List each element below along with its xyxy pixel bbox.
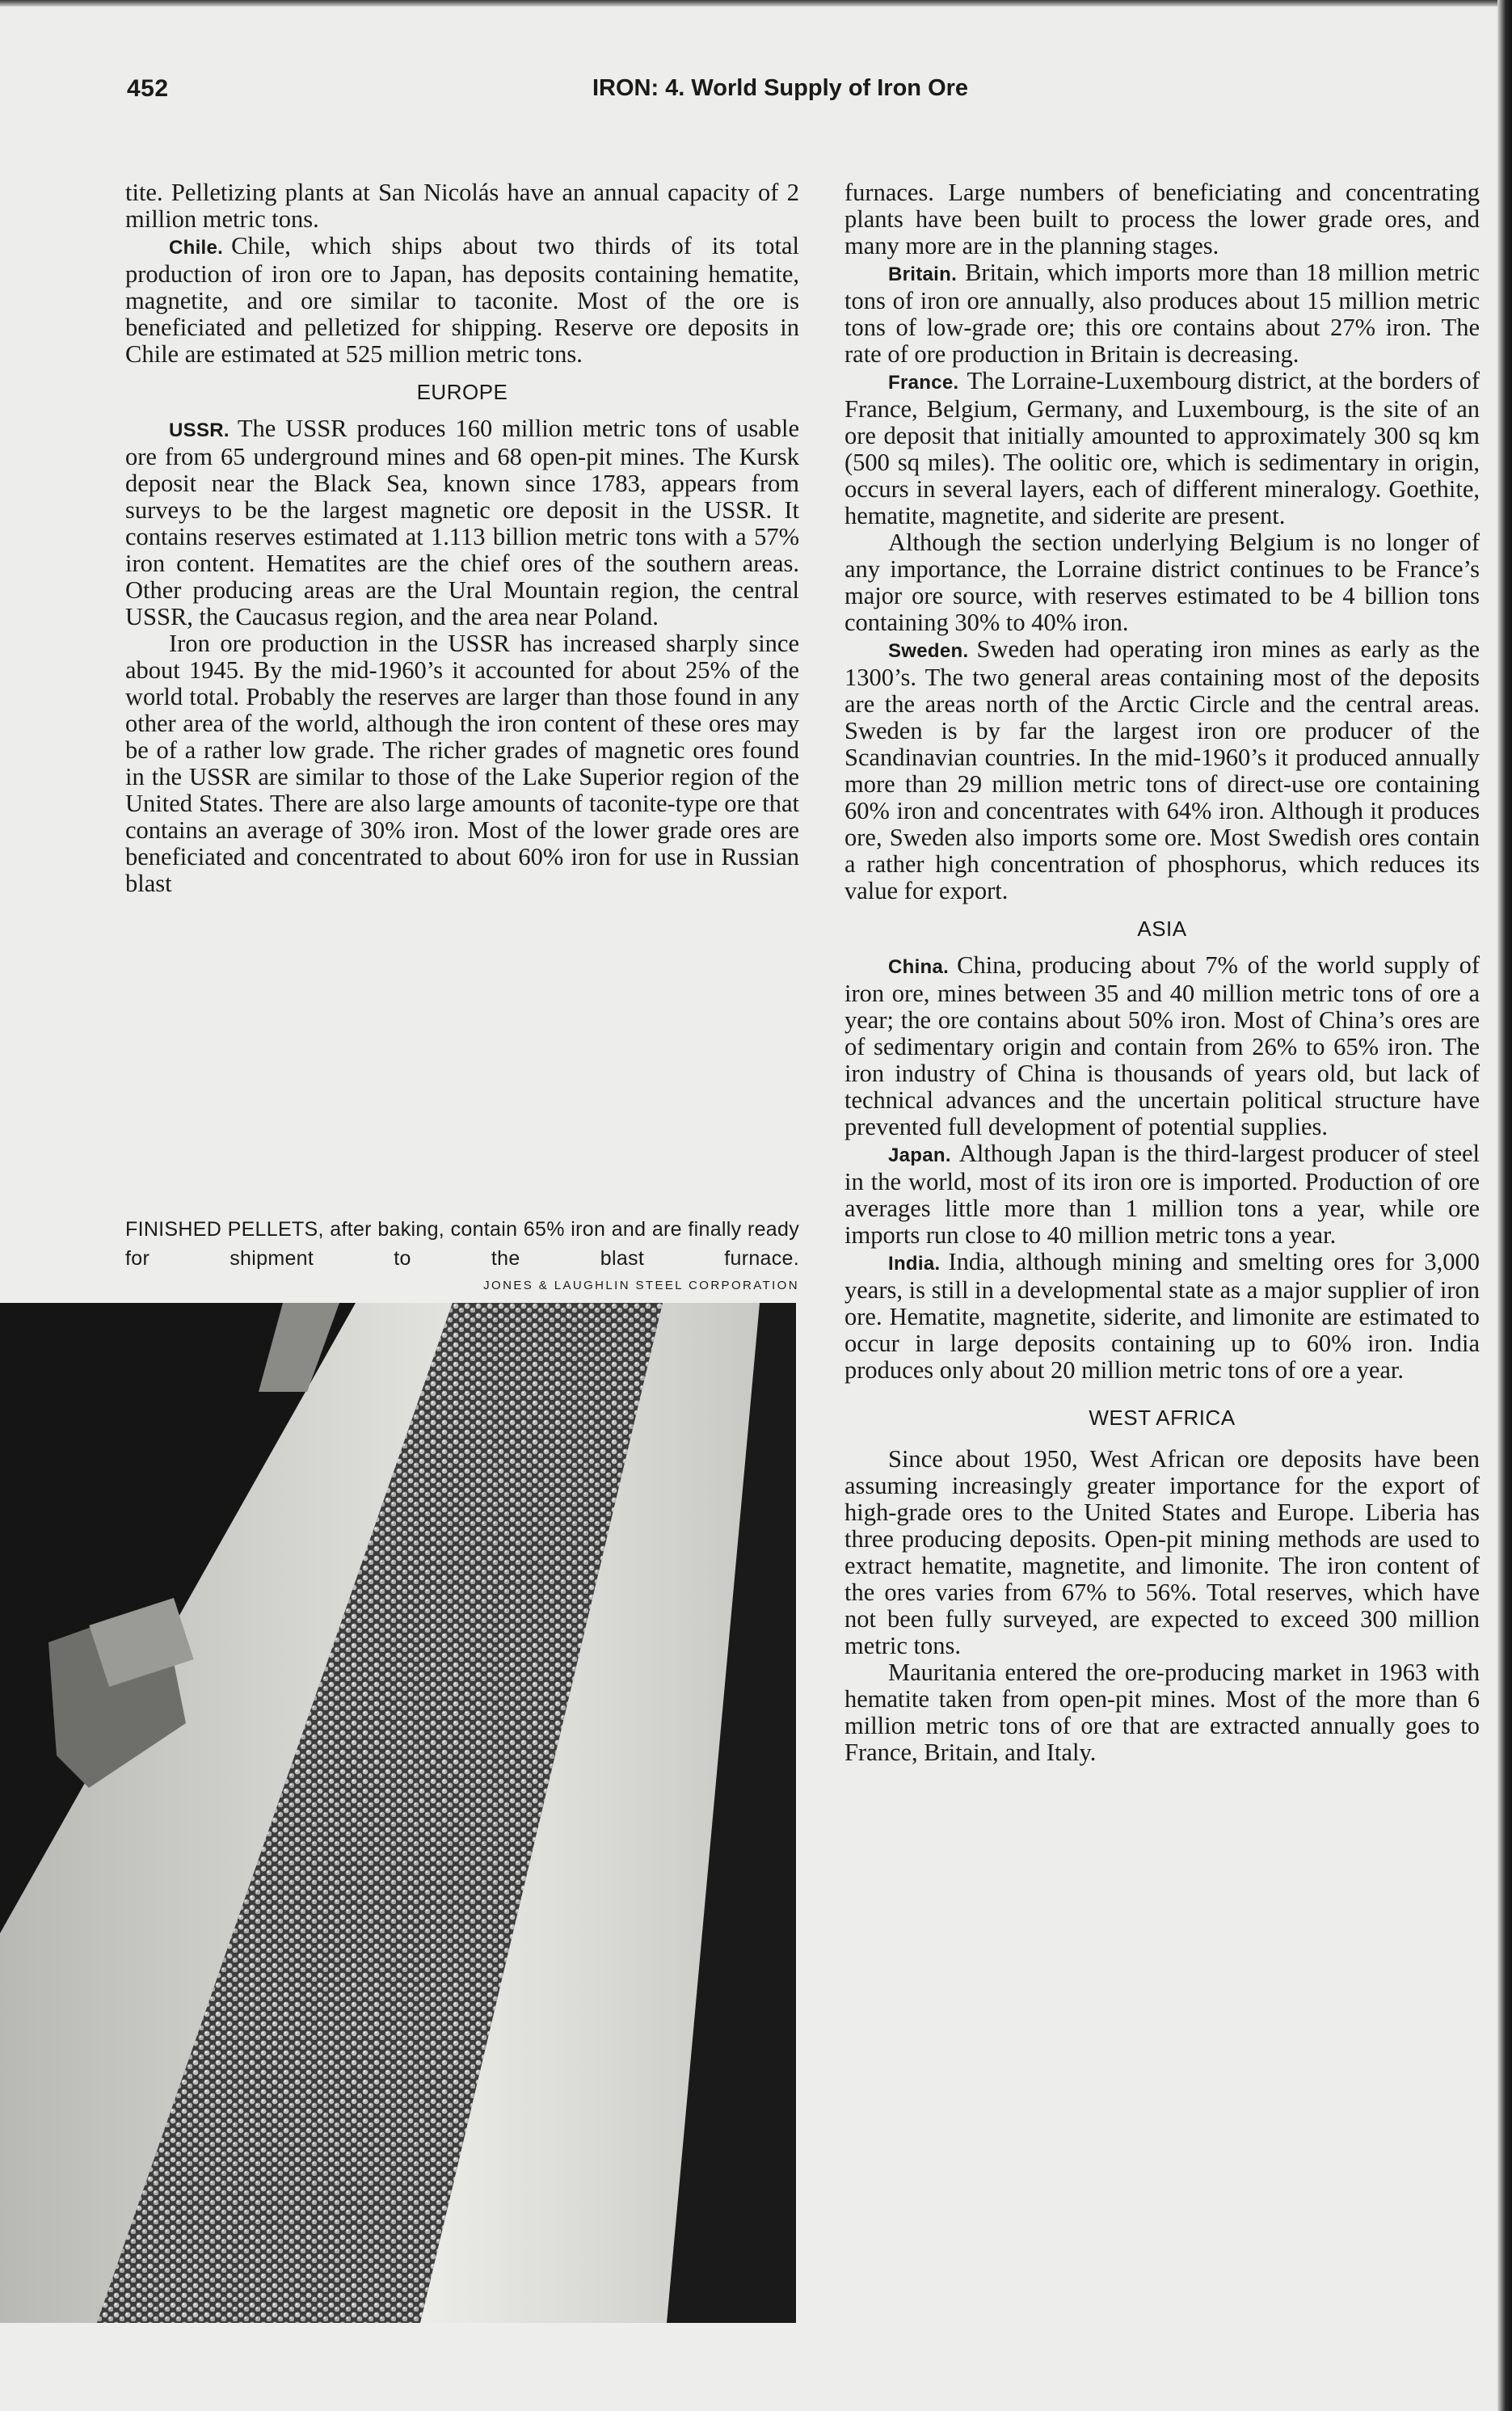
photo-iron-pellets-conveyor xyxy=(0,1303,796,2323)
paragraph-france-2: Although the section underlying Belgium is no longer of any importance, the Lorraine district continues to be France’s major ore source, with reserves estimated to be 4 billion tons containing 30% to 40% iron. xyxy=(844,529,1480,636)
paragraph-china-text: China, producing about 7% of the world supply of iron ore, mines between 35 and 40 million metric tons of ore a year; the ore contains about 50% iron. Most of China’s ores are of sedimentary origin and contain from 26% to 65% iron. The iron industry of China is thousands of years old, but lack of technical advances and the uncertain political structure have prevented full development of potential supplies. xyxy=(844,951,1480,1140)
paragraph-sweden xyxy=(844,636,1480,904)
paragraph-france-text: The Lorraine-Luxembourg district, at the borders of France, Belgium, Germany, and Luxembourg, is the site of an ore deposit that initially amounted to approximately 300 sq km (500 sq miles). The oolitic ore, which is sedimentary in origin, occurs in several layers, each of different mineralogy. Goethite, hematite, magnetite, and siderite are present. xyxy=(844,367,1480,529)
section-heading-europe: EUROPE xyxy=(416,380,508,404)
page-top-edge-shadow xyxy=(0,0,1512,6)
paragraph-japan-text: Although Japan is the third-largest producer of steel in the world, most of its iron ore is imported. Production of ore averages little more than 1 million tons a year, while ore imports run close to 40 million metric tons a year. xyxy=(844,1140,1480,1249)
right-column xyxy=(844,179,1480,1766)
lead-sweden: Sweden. xyxy=(888,640,969,662)
paragraph-west-africa-2: Mauritania entered the ore-producing market in 1963 with hematite taken from open-pit mines. Most of the more than 6 million metric tons of ore that are extracted annually goes to France, Britain, and Italy. xyxy=(844,1659,1480,1766)
paragraph-france xyxy=(844,368,1480,529)
lead-ussr: USSR. xyxy=(169,419,230,441)
paragraph-japan xyxy=(844,1140,1480,1249)
running-title: IRON: 4. World Supply of Iron Ore xyxy=(592,75,969,101)
paragraph-ussr-production: Iron ore production in the USSR has increased sharply since about 1945. By the mid-1960’s it accounted for about 25% of the world total. Probably the reserves are larger than those found in any other area of the world, although the iron content of these ores may be of a rather low grade. The richer grades of magnetic ores found in the USSR are similar to those of the Lake Superior region of the United States. There are also large amounts of taconite-type ore that contains an average of 30% iron. Most of the lower grade ores are beneficiated and concentrated to about 60% iron for use in Russian blast xyxy=(125,630,799,897)
lead-japan: Japan. xyxy=(888,1144,951,1166)
paragraph-india-text: India, although mining and smelting ores for 3,000 years, is still in a developmental state as a major supplier of iron ore. Hematite, magnetite, siderite, and limonite are estimated to occur in large deposits containing up to 60% iron. India produces only about 20 million metric tons of ore a year. xyxy=(844,1248,1480,1384)
figure-credit: JONES & LAUGHLIN STEEL CORPORATION xyxy=(483,1279,799,1292)
paragraph-china xyxy=(844,952,1480,1140)
left-column xyxy=(125,179,799,897)
lead-china: China. xyxy=(888,956,950,978)
paragraph-continued: tite. Pelletizing plants at San Nicolás have an annual capacity of 2 million metric tons. xyxy=(125,179,799,233)
lead-chile: Chile. xyxy=(169,237,224,259)
paragraph-ussr-text: The USSR produces 160 million metric tons of usable ore from 65 underground mines and 68 open-pit mines. The Kursk deposit near the Black Sea, known since 1783, appears from surveys to be the largest magnetic ore deposit in the USSR. It contains reserves estimated at 1.113 billion metric tons with a 57% iron content. Hematites are the chief ores of the southern areas. Other producing areas are the Ural Mountain region, the central USSR, the Caucasus region, and the area near Poland. xyxy=(125,415,799,630)
conveyor-photo-illustration xyxy=(0,1303,796,2323)
book-gutter-edge xyxy=(1497,0,1512,2411)
section-heading-asia: ASIA xyxy=(1137,917,1187,941)
paragraph-britain-text: Britain, which imports more than 18 million metric tons of iron ore annually, also produces about 15 million metric tons of low-grade ore; this ore contains about 27% iron. The rate of ore production in Britain is decreasing. xyxy=(844,259,1480,368)
paragraph-continued-right: furnaces. Large numbers of beneficiating and concentrating plants have been built to process the lower grade ores, and many more are in the planning stages. xyxy=(844,179,1480,259)
paragraph-chile xyxy=(125,233,799,368)
paragraph-sweden-text: Sweden had operating iron mines as early as the 1300’s. The two general areas containing most of the deposits are the areas north of the Arctic Circle and the central areas. Sweden is by far the largest iron ore producer of the Scandinavian countries. In the mid-1960’s it produced annually more than 29 million metric tons of direct-use ore containing 60% iron and concentrates with 64% iron. Although it produces ore, Sweden also imports some ore. Most Swedish ores contain a rather high concentration of phosphorus, which reduces its value for export. xyxy=(844,635,1480,904)
figure-caption: FINISHED PELLETS, after baking, contain 65% iron and are finally ready for shipment to the blast furnace. xyxy=(125,1218,799,1270)
lead-britain: Britain. xyxy=(888,263,958,285)
section-heading-west-africa: WEST AFRICA xyxy=(1089,1406,1236,1430)
lead-france: France. xyxy=(888,372,959,394)
paragraph-britain xyxy=(844,259,1480,368)
paragraph-india xyxy=(844,1249,1480,1384)
paragraph-chile-text: Chile, which ships about two thirds of its total production of iron ore to Japan, has deposits containing hematite, magnetite, and ore similar to taconite. Most of the ore is beneficiated and pelletized for shipping. Reserve ore deposits in Chile are estimated at 525 million metric tons. xyxy=(125,232,799,368)
paragraph-ussr xyxy=(125,415,799,630)
lead-india: India. xyxy=(888,1253,941,1275)
paragraph-west-africa-1: Since about 1950, West African ore deposits have been assuming increasingly greater importance for the export of high-grade ores to the United States and Europe. Liberia has three producing deposits. Open-pit mining methods are used to extract hematite, magnetite, and limonite. The iron content of the ores varies from 67% to 56%. Total reserves, which have not been fully surveyed, are expected to exceed 300 million metric tons. xyxy=(844,1445,1480,1659)
page-number: 452 xyxy=(127,75,169,102)
